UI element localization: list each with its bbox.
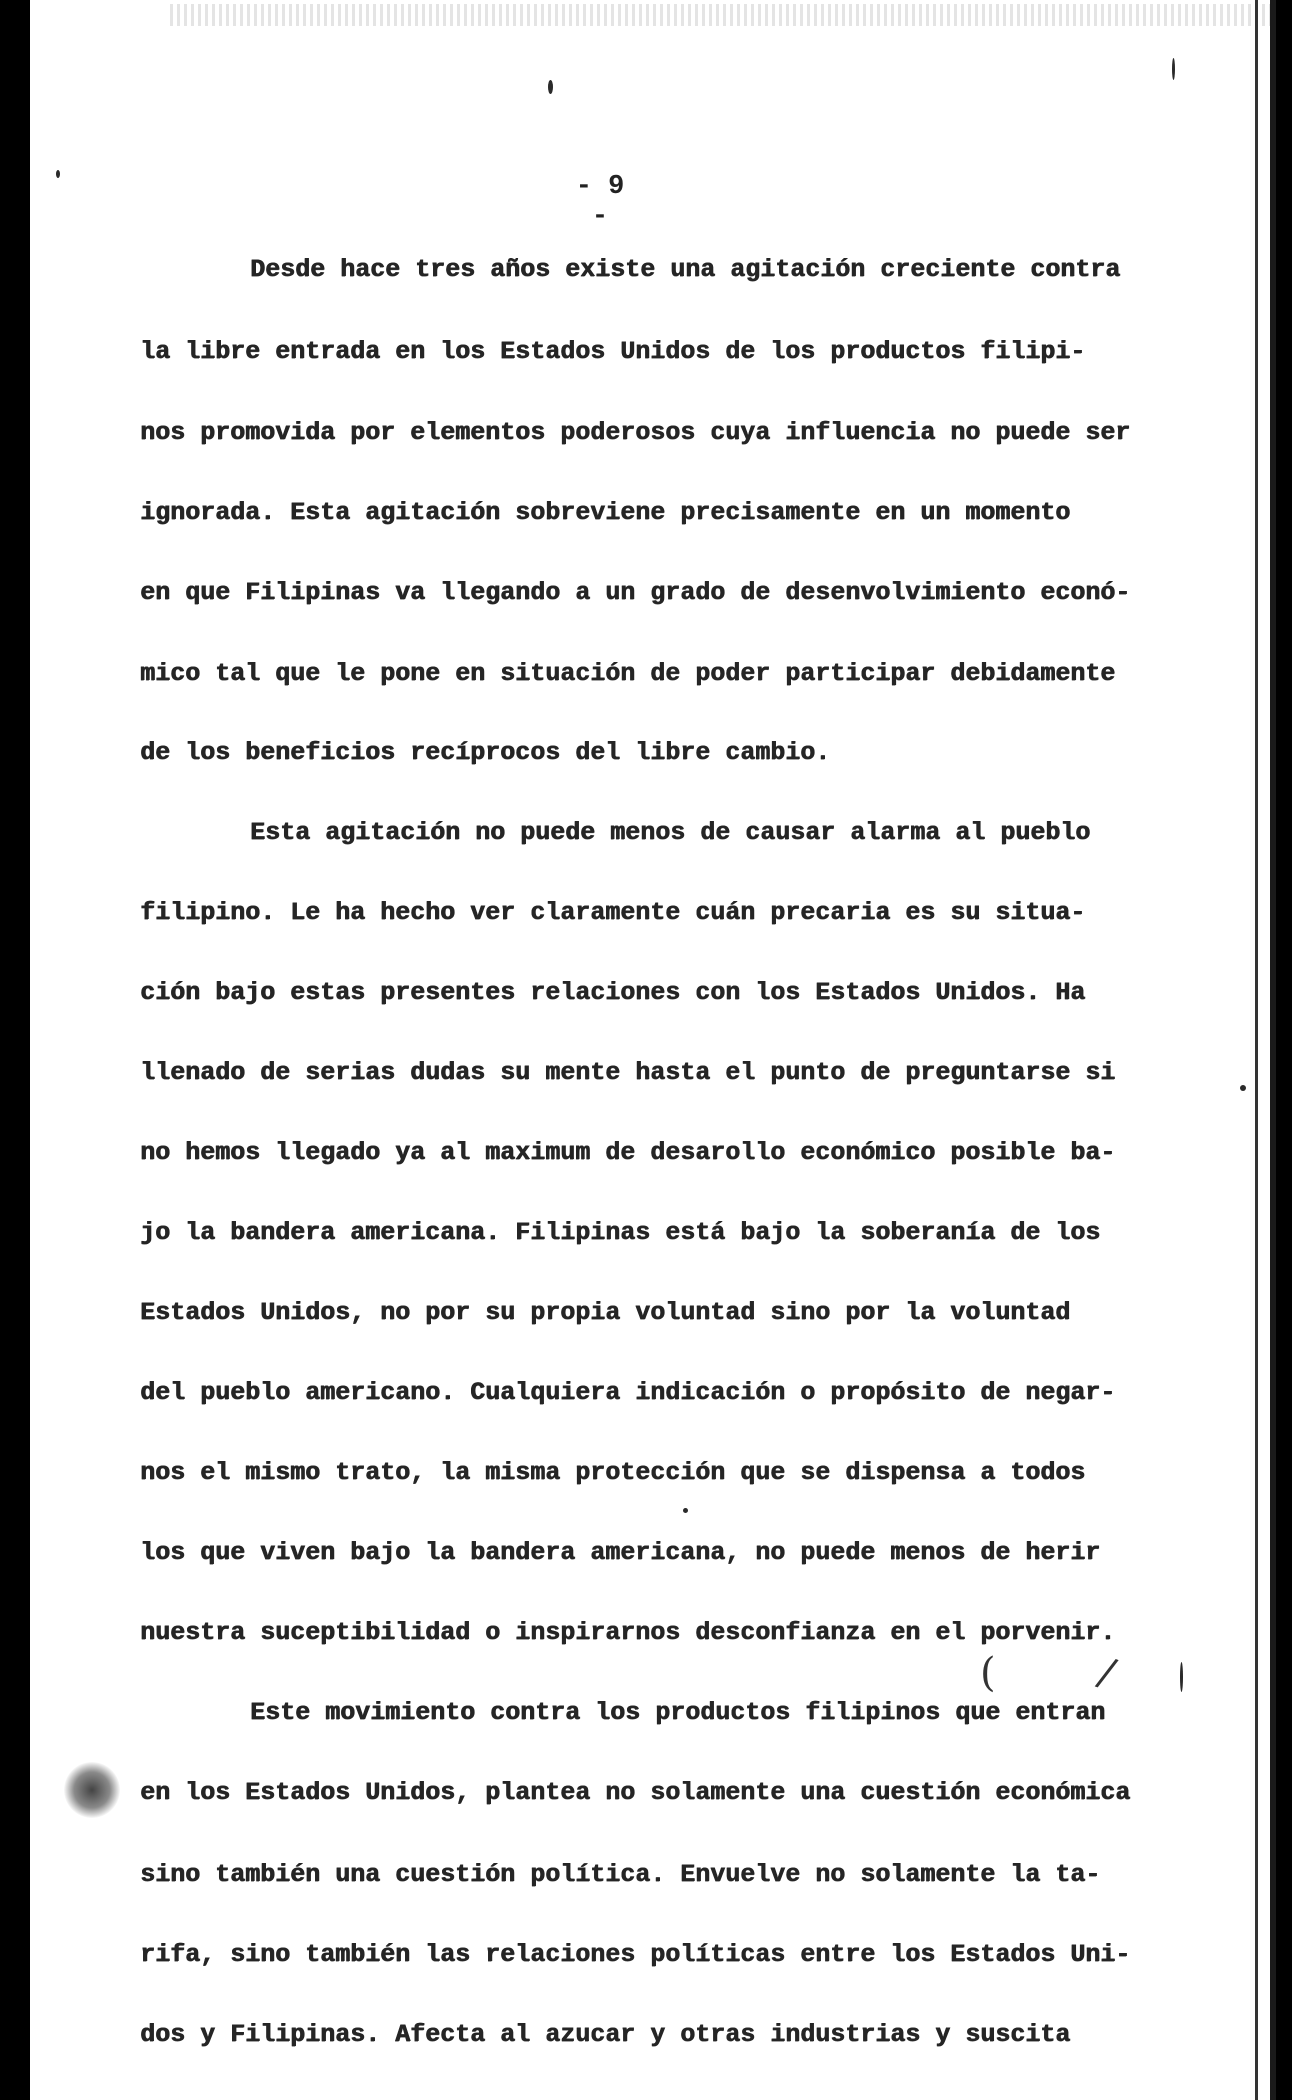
paragraph-2-line-3: ción bajo estas presentes relaciones con los Estados Unidos. Ha: [140, 978, 1086, 1007]
paragraph-3-line-3: sino también una cuestión política. Envuelve no solamente la ta-: [140, 1860, 1101, 1889]
paragraph-2-line-5: no hemos llegado ya al maximum de desarollo económico posible ba-: [140, 1138, 1116, 1167]
page-number: - 9 -: [575, 172, 625, 232]
scan-speck: [1180, 1662, 1183, 1692]
paragraph-3-line-1: Este movimiento contra los productos filipinos que entran: [250, 1698, 1106, 1727]
page-right-edge: [1255, 0, 1258, 2100]
paragraph-1-line-3: nos promovida por elementos poderosos cuya influencia no puede ser: [140, 418, 1131, 447]
paragraph-2-line-8: del pueblo americano. Cualquiera indicación o propósito de negar-: [140, 1378, 1116, 1407]
paragraph-2-line-9: nos el mismo trato, la misma protección que se dispensa a todos: [140, 1458, 1086, 1487]
paragraph-2-line-6: jo la bandera americana. Filipinas está bajo la soberanía de los: [140, 1218, 1101, 1247]
paragraph-2-line-11: nuestra suceptibilidad o inspirarnos desconfianza en el porvenir.: [140, 1618, 1116, 1647]
scan-speck: [1172, 58, 1175, 80]
paragraph-3-line-2: en los Estados Unidos, plantea no solamente una cuestión económica: [140, 1778, 1131, 1807]
paragraph-2-line-1: Esta agitación no puede menos de causar alarma al pueblo: [250, 818, 1091, 847]
scan-speck: [56, 170, 60, 178]
paragraph-1-line-2: la libre entrada en los Estados Unidos de los productos filipi-: [140, 337, 1086, 366]
paragraph-1-line-4: ignorada. Esta agitación sobreviene precisamente en un momento: [140, 498, 1071, 527]
paragraph-3-line-4: rifa, sino también las relaciones políticas entre los Estados Uni-: [140, 1940, 1131, 1969]
pencil-mark: /: [1092, 1649, 1121, 1697]
scan-speck: [548, 80, 553, 94]
paragraph-2-line-2: filipino. Le ha hecho ver claramente cuán precaria es su situa-: [140, 898, 1086, 927]
paragraph-2-line-4: llenado de serias dudas su mente hasta el punto de preguntarse si: [140, 1058, 1116, 1087]
paragraph-1-line-7: de los beneficios recíprocos del libre cambio.: [140, 738, 831, 767]
scan-speck: [1240, 1085, 1246, 1091]
scan-speck: [683, 1508, 688, 1513]
paragraph-1-line-6: mico tal que le pone en situación de poder participar debidamente: [140, 659, 1116, 688]
paragraph-1-line-5: en que Filipinas va llegando a un grado de desenvolvimiento econó-: [140, 578, 1131, 607]
paragraph-2-line-10: los que viven bajo la bandera americana, no puede menos de herir: [140, 1538, 1101, 1567]
pencil-mark: (: [980, 1650, 996, 1696]
paragraph-1-line-1: Desde hace tres años existe una agitación creciente contra: [250, 255, 1121, 284]
ink-smudge: [64, 1762, 120, 1818]
page-top-edge: [170, 4, 1270, 26]
paragraph-3-line-5: dos y Filipinas. Afecta al azucar y otras industrias y suscita: [140, 2020, 1071, 2049]
paragraph-2-line-7: Estados Unidos, no por su propia voluntad sino por la voluntad: [140, 1298, 1071, 1327]
